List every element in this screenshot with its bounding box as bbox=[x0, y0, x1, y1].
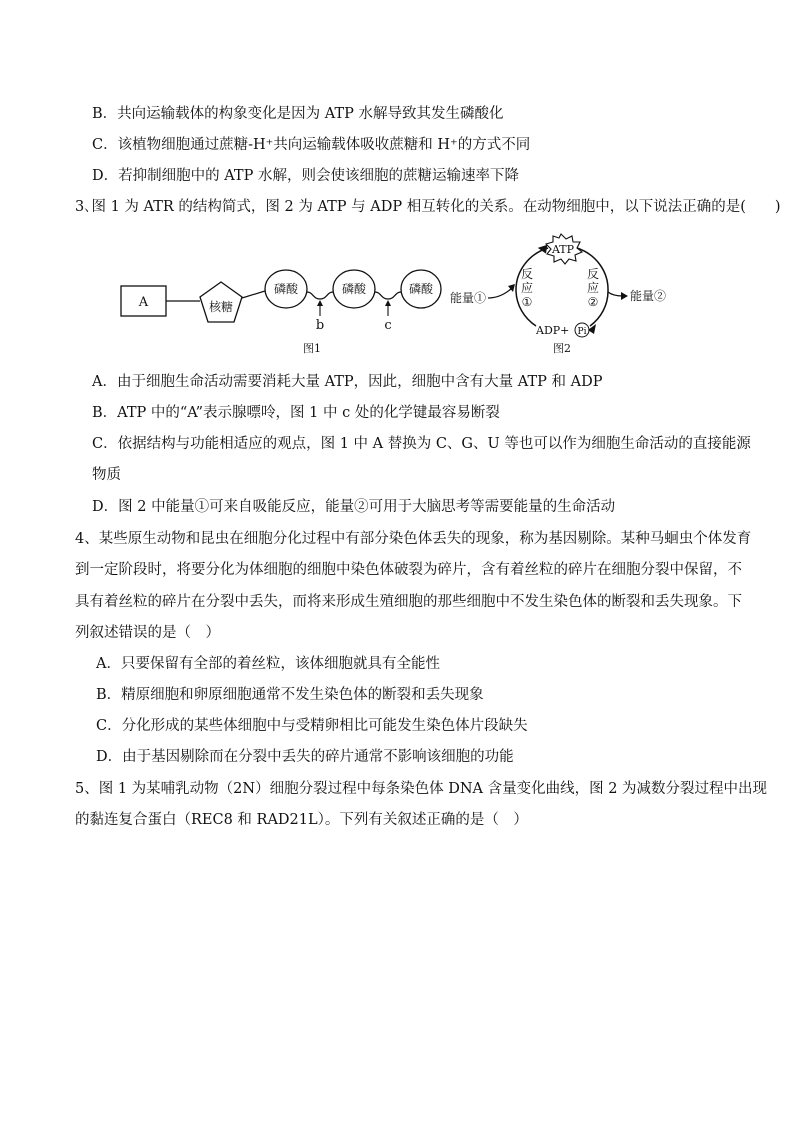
q4-stem-line-3: 具有着丝粒的碎片在分裂中丢失，而将来形成生殖细胞的那些细胞中不发生染色体的断裂和丢失现象。下 bbox=[75, 594, 742, 610]
q2-option-c: C．该植物细胞通过蔗糖-H⁺共向运输载体吸收蔗糖和 H⁺的方式不同 bbox=[92, 137, 531, 153]
reaction-1-char-2: 应 bbox=[520, 281, 534, 295]
q4-stem-line-4: 列叙述错误的是（ ） bbox=[75, 625, 220, 641]
q3-figures bbox=[108, 226, 698, 366]
bond-line bbox=[242, 291, 265, 298]
reaction-2-char-1: 反 bbox=[586, 267, 600, 281]
q4-option-d: D．由于基因剔除而在分裂中丢失的碎片通常不影响该细胞的功能 bbox=[96, 749, 514, 765]
energy-2-arrow bbox=[608, 292, 623, 296]
q3-stem: 3､图 1 为 ATR 的结构简式，图 2 为 ATP 与 ADP 相互转化的关系。在动物细胞中，以下说法正确的是( ) bbox=[75, 199, 781, 215]
adenine-label: A bbox=[138, 295, 149, 310]
energy-2-arrowhead bbox=[621, 292, 628, 300]
figure-2-caption: 图2 bbox=[553, 342, 571, 355]
q5-stem-line-2: 的黏连复合蛋白（REC8 和 RAD21L）。下列有关叙述正确的是（ ） bbox=[75, 812, 528, 828]
arrowhead-b bbox=[317, 300, 323, 306]
arrowhead-c bbox=[385, 300, 391, 306]
energy-2-label: 能量② bbox=[630, 289, 667, 303]
reaction-1-char-3: ① bbox=[521, 295, 533, 309]
bond-b-label: b bbox=[315, 318, 325, 333]
q3-option-d: D．图 2 中能量①可来自吸能反应，能量②可用于大脑思考等需要能量的生命活动 bbox=[92, 499, 616, 515]
q2-option-d: D．若抑制细胞中的 ATP 水解，则会使该细胞的蔗糖运输速率下降 bbox=[92, 168, 519, 184]
high-energy-bond-b bbox=[307, 292, 333, 299]
phosphate-label-2: 磷酸 bbox=[341, 282, 367, 296]
q4-option-b: B．精原细胞和卵原细胞通常不发生染色体的断裂和丢失现象 bbox=[96, 687, 484, 703]
q3-option-a: A．由于细胞生命活动需要消耗大量 ATP，因此，细胞中含有大量 ATP 和 ADP bbox=[92, 374, 603, 390]
phosphate-label-1: 磷酸 bbox=[273, 282, 299, 296]
reaction-2-char-3: ② bbox=[587, 295, 599, 309]
q3-figure-1 bbox=[121, 270, 441, 355]
ribose-label: 核糖 bbox=[208, 300, 234, 314]
q3-option-c-continued: 物质 bbox=[92, 467, 121, 483]
q3-option-c: C．依据结构与功能相适应的观点，图 1 中 A 替换为 C、G、U 等也可以作为细胞生命活动的直接能源 bbox=[92, 436, 751, 452]
q3-figure-2 bbox=[450, 234, 666, 355]
reaction-2-char-2: 应 bbox=[586, 281, 600, 295]
q4-option-c: C．分化形成的某些体细胞中与受精卵相比可能发生染色体片段缺失 bbox=[96, 718, 528, 734]
figure-1-caption: 图1 bbox=[303, 342, 321, 355]
phosphate-label-3: 磷酸 bbox=[408, 282, 434, 296]
energy-1-arrow bbox=[488, 288, 512, 298]
adp-label: ADP+ bbox=[536, 324, 570, 337]
q4-stem-line-2: 到一定阶段时，将要分化为体细胞的细胞中染色体破裂为碎片，含有着丝粒的碎片在细胞分裂中保留，不 bbox=[75, 562, 742, 578]
bond-c-label: c bbox=[384, 318, 392, 333]
energy-1-label: 能量① bbox=[450, 291, 487, 305]
q2-option-b: B．共向运输载体的构象变化是因为 ATP 水解导致其发生磷酸化 bbox=[92, 106, 504, 122]
q3-option-b: B．ATP 中的“A”表示腺嘌呤，图 1 中 c 处的化学键最容易断裂 bbox=[92, 405, 500, 421]
high-energy-bond-c bbox=[375, 292, 401, 299]
q4-stem-line-1: 4、某些原生动物和昆虫在细胞分化过程中有部分染色体丢失的现象，称为基因剔除。某种马蛔虫个体发育 bbox=[75, 531, 752, 547]
q5-stem-line-1: 5、图 1 为某哺乳动物（2N）细胞分裂过程中每条染色体 DNA 含量变化曲线，图 2 为减数分裂过程中出现 bbox=[75, 781, 768, 797]
q4-option-a: A．只要保留有全部的着丝粒，该体细胞就具有全能性 bbox=[96, 656, 440, 672]
reaction-1-char-1: 反 bbox=[520, 267, 534, 281]
pi-label: Pi bbox=[577, 327, 587, 337]
atp-label: ATP bbox=[551, 243, 575, 256]
